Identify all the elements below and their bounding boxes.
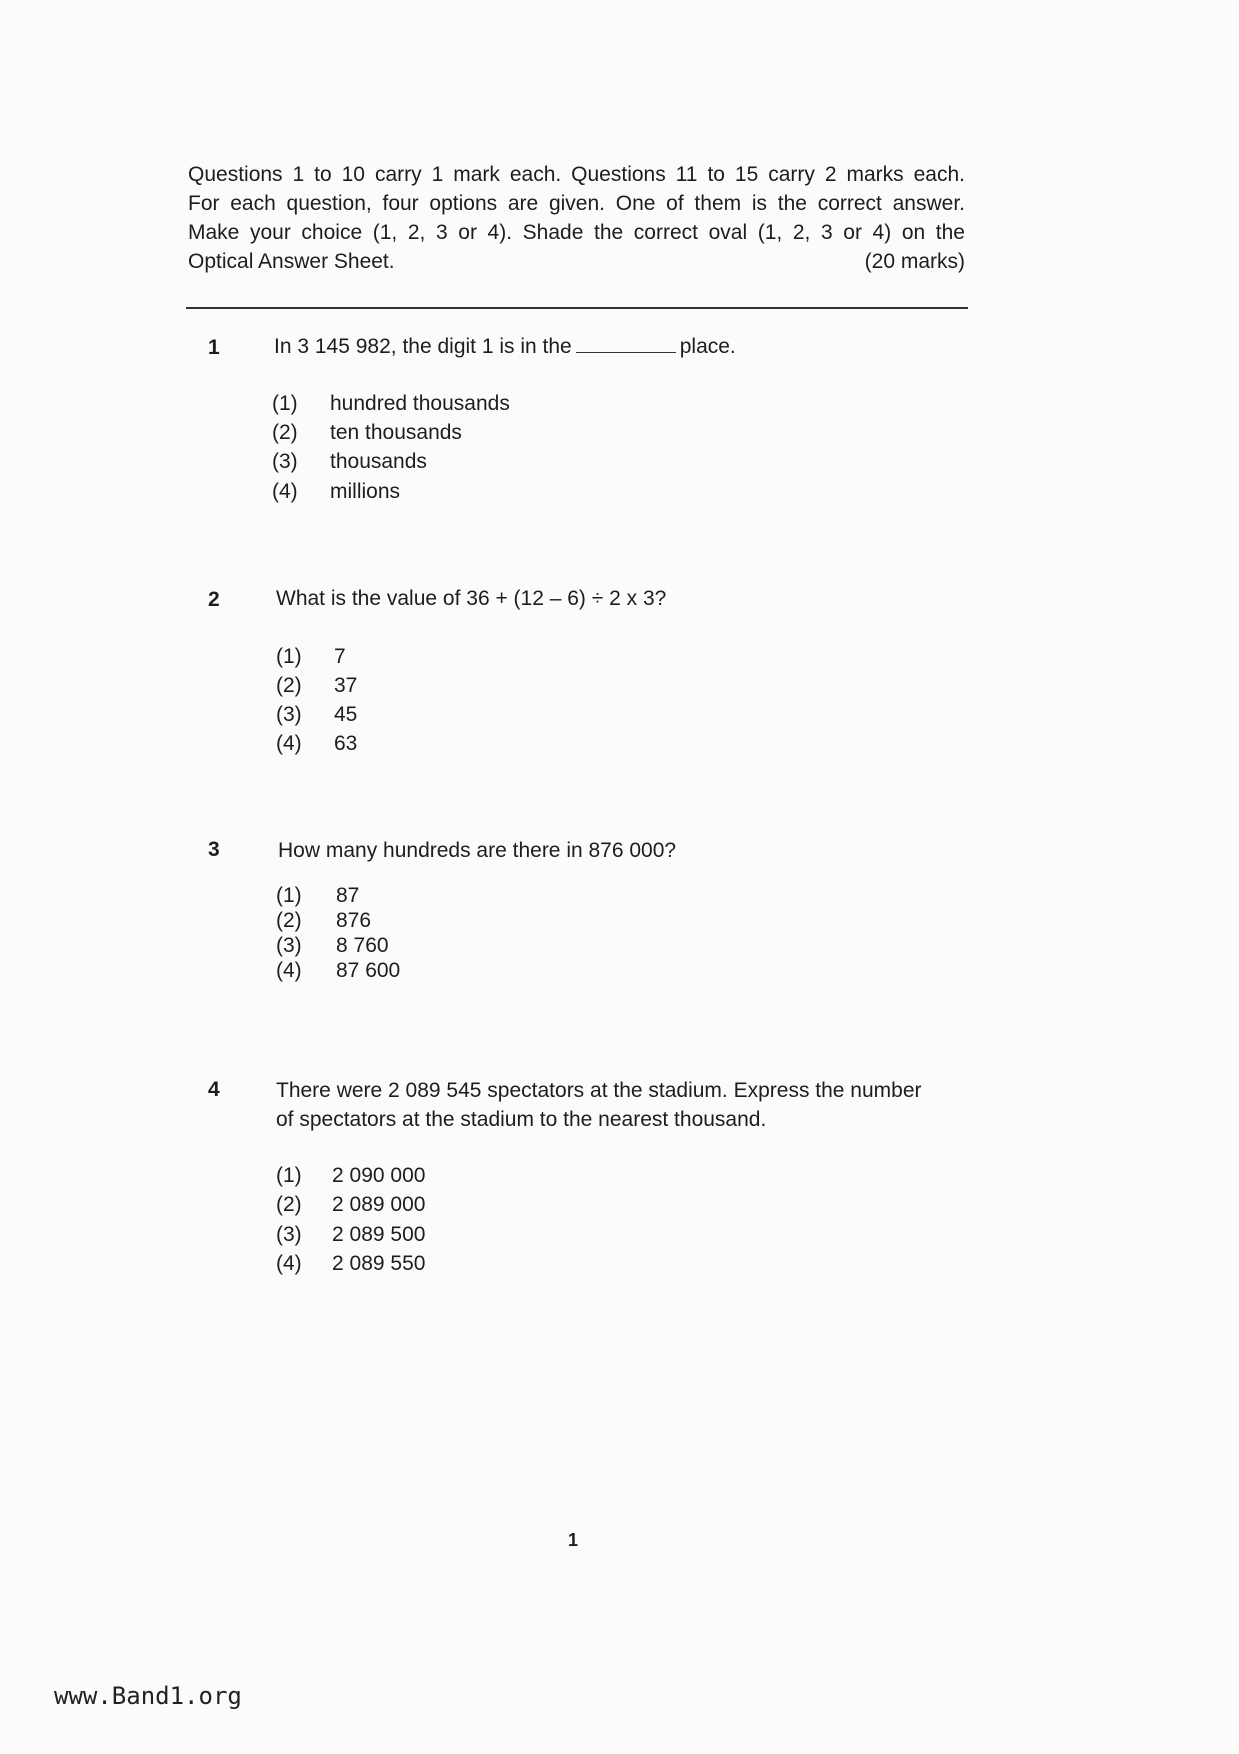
instruction-line: Optical Answer Sheet. [188, 250, 395, 273]
option-value: 2 089 000 [332, 1193, 426, 1216]
footer-watermark: www.Band1.org [54, 1682, 242, 1710]
option-label: (4) [276, 732, 302, 755]
option-label: (2) [272, 421, 298, 444]
question-number: 3 [208, 838, 220, 861]
option-label: (4) [276, 1252, 302, 1275]
option-label: (1) [272, 392, 298, 415]
option [276, 645, 346, 669]
option-value: 63 [334, 732, 358, 755]
option [272, 392, 510, 416]
option-value: 2 089 550 [332, 1252, 426, 1275]
option-label: (1) [276, 884, 302, 907]
option-label: (2) [276, 674, 302, 697]
question-text-line: of spectators at the stadium to the nearest thousand. [276, 1108, 767, 1131]
option-value: 7 [334, 645, 346, 668]
option-value: 87 600 [336, 959, 401, 982]
option-value: 45 [334, 703, 358, 726]
option-label: (2) [276, 909, 302, 932]
option-value: millions [330, 480, 401, 503]
option [276, 1193, 425, 1217]
option [272, 480, 400, 504]
option-value: 87 [336, 884, 360, 907]
option [276, 909, 371, 933]
option [276, 732, 357, 756]
option [272, 450, 427, 474]
question-text: How many hundreds are there in 876 000? [278, 839, 677, 862]
option-value: thousands [330, 450, 427, 473]
question-number: 1 [208, 336, 220, 359]
instruction-line: Make your choice (1, 2, 3 or 4). Shade the correct oval (1, 2, 3 or 4) on the [188, 221, 965, 244]
option-value: 37 [334, 674, 358, 697]
option-value: ten thousands [330, 421, 462, 444]
question-text-part: In 3 145 982, the digit 1 is in the [274, 335, 572, 358]
option-label: (4) [276, 959, 302, 982]
total-marks: (20 marks) [864, 250, 965, 273]
option [276, 934, 389, 958]
option-value: hundred thousands [330, 392, 510, 415]
option [276, 674, 357, 698]
option [276, 703, 357, 727]
option-label: (3) [276, 703, 302, 726]
question-text-part: place. [679, 335, 736, 358]
instruction-line: For each question, four options are given. One of them is the correct answer. [188, 192, 965, 215]
option-label: (3) [276, 1223, 302, 1246]
option-label: (1) [276, 1164, 302, 1187]
instruction-line: Questions 1 to 10 carry 1 mark each. Questions 11 to 15 carry 2 marks each. [188, 163, 965, 186]
option [272, 421, 462, 445]
option [276, 1223, 425, 1247]
option [276, 959, 400, 983]
question-text-line: There were 2 089 545 spectators at the stadium. Express the number [276, 1079, 922, 1102]
option-value: 2 089 500 [332, 1223, 426, 1246]
option-value: 876 [336, 909, 372, 932]
option [276, 884, 359, 908]
question-number: 2 [208, 588, 220, 611]
instructions [188, 160, 965, 276]
option-label: (3) [272, 450, 298, 473]
option-label: (1) [276, 645, 302, 668]
question-number: 4 [208, 1078, 220, 1101]
option [276, 1252, 425, 1276]
option-label: (2) [276, 1193, 302, 1216]
option [276, 1164, 425, 1188]
option-label: (4) [272, 480, 298, 503]
option-value: 2 090 000 [332, 1164, 426, 1187]
question-text [274, 332, 736, 361]
option-label: (3) [276, 934, 302, 957]
question-text: What is the value of 36 + (12 – 6) ÷ 2 x 3? [276, 587, 667, 610]
page-number: 1 [568, 1530, 579, 1550]
option-value: 8 760 [336, 934, 389, 957]
answer-blank [576, 352, 676, 353]
divider [186, 307, 968, 309]
question-text [276, 1076, 922, 1134]
